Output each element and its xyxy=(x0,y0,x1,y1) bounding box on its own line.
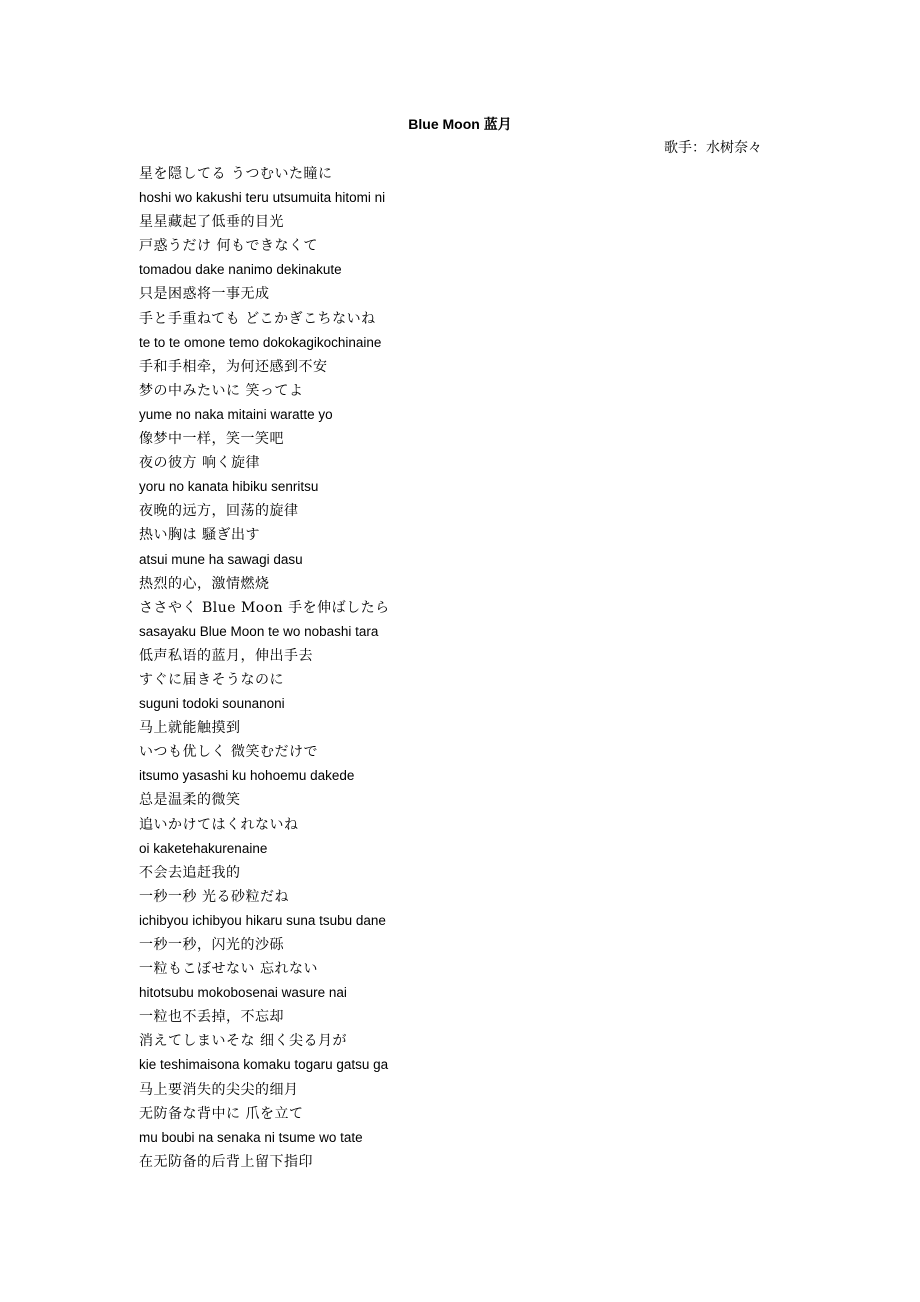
lyric-line-chinese: 不会去追赶我的 xyxy=(139,864,241,881)
lyric-line-chinese: 一秒一秒，闪光的沙砾 xyxy=(139,937,284,953)
lyric-line-japanese: 一粒もこぼせない 忘れない xyxy=(139,961,318,978)
lyric-line-chinese: 低声私语的蓝月，伸出手去 xyxy=(139,647,313,664)
lyric-line-romaji: suguni todoki sounanoni xyxy=(139,696,285,712)
singer-credit: 歌手：水树奈々 xyxy=(664,140,762,156)
lyric-line-japanese: 星を隠してる うつむいた瞳に xyxy=(139,166,333,182)
lyric-line-chinese: 星星藏起了低垂的目光 xyxy=(139,214,284,231)
lyric-line-romaji: te to te omone temo dokokagikochinaine xyxy=(139,334,382,350)
lyric-line-chinese: 马上要消失的尖尖的细月 xyxy=(139,1081,299,1098)
lyric-line-romaji: kie teshimaisona komaku togaru gatsu ga xyxy=(139,1057,389,1073)
lyric-line-chinese: 马上就能触摸到 xyxy=(139,720,241,737)
lyric-line-romaji: hoshi wo kakushi teru utsumuita hitomi ni xyxy=(139,190,386,206)
lyric-line-romaji: ichibyou ichibyou hikaru suna tsubu dane xyxy=(139,912,386,928)
lyric-line-japanese: 一秒一秒 光る砂粒だね xyxy=(139,888,289,905)
lyric-line-chinese: 只是困惑将一事无成 xyxy=(139,286,270,303)
lyric-line-japanese: すぐに届きそうなのに xyxy=(139,671,284,688)
lyric-line-romaji: yume no naka mitaini waratte yo xyxy=(139,406,333,422)
lyric-line-romaji: itsumo yasashi ku hohoemu dakede xyxy=(139,768,355,784)
lyric-line-romaji: yoru no kanata hibiku senritsu xyxy=(139,479,319,495)
lyric-line-romaji: oi kaketehakurenaine xyxy=(139,840,268,856)
lyric-line-romaji: sasayaku Blue Moon te wo nobashi tara xyxy=(139,623,379,639)
lyric-line-chinese: 像梦中一样，笑一笑吧 xyxy=(139,431,284,448)
lyric-line-japanese: 无防备な背中に 爪を立て xyxy=(139,1105,304,1122)
lyric-line-japanese: 消えてしまいそな 细く尖る月が xyxy=(139,1033,347,1050)
lyric-line-japanese: 热い胸は 騒ぎ出す xyxy=(139,527,260,544)
song-title: Blue Moon 蓝月 xyxy=(408,116,512,132)
lyric-line-japanese: 手と手重ねても どこかぎこちないね xyxy=(139,310,376,327)
lyric-line-romaji: mu boubi na senaka ni tsume wo tate xyxy=(139,1129,363,1145)
lyric-line-romaji: hitotsubu mokobosenai wasure nai xyxy=(139,985,347,1001)
lyric-line-romaji: atsui mune ha sawagi dasu xyxy=(139,551,303,567)
lyric-line-japanese: 梦の中みたいに 笑ってよ xyxy=(139,382,304,399)
lyric-line-chinese: 热烈的心，激情燃烧 xyxy=(139,575,270,592)
lyric-line-japanese: 夜の彼方 响く旋律 xyxy=(139,455,260,472)
lyric-line-japanese: ささやく Blue Moon 手を伸ばしたら xyxy=(139,599,390,616)
lyrics-block xyxy=(139,162,779,1174)
lyric-line-japanese: いつも优しく 微笑むだけで xyxy=(139,744,318,761)
lyric-line-chinese: 一粒也不丢掉，不忘却 xyxy=(139,1009,284,1026)
lyric-line-romaji: tomadou dake nanimo dekinakute xyxy=(139,262,342,278)
lyric-line-chinese: 总是温柔的微笑 xyxy=(139,792,241,809)
lyric-line-japanese: 追いかけてはくれないね xyxy=(139,816,299,833)
lyric-line-chinese: 在无防备的后背上留下指印 xyxy=(139,1153,313,1170)
lyric-line-japanese: 戸惑うだけ 何もできなくて xyxy=(139,238,318,255)
lyric-line-chinese: 夜晚的远方，回荡的旋律 xyxy=(139,503,299,520)
lyric-line-chinese: 手和手相牵，为何还感到不安 xyxy=(139,358,328,375)
